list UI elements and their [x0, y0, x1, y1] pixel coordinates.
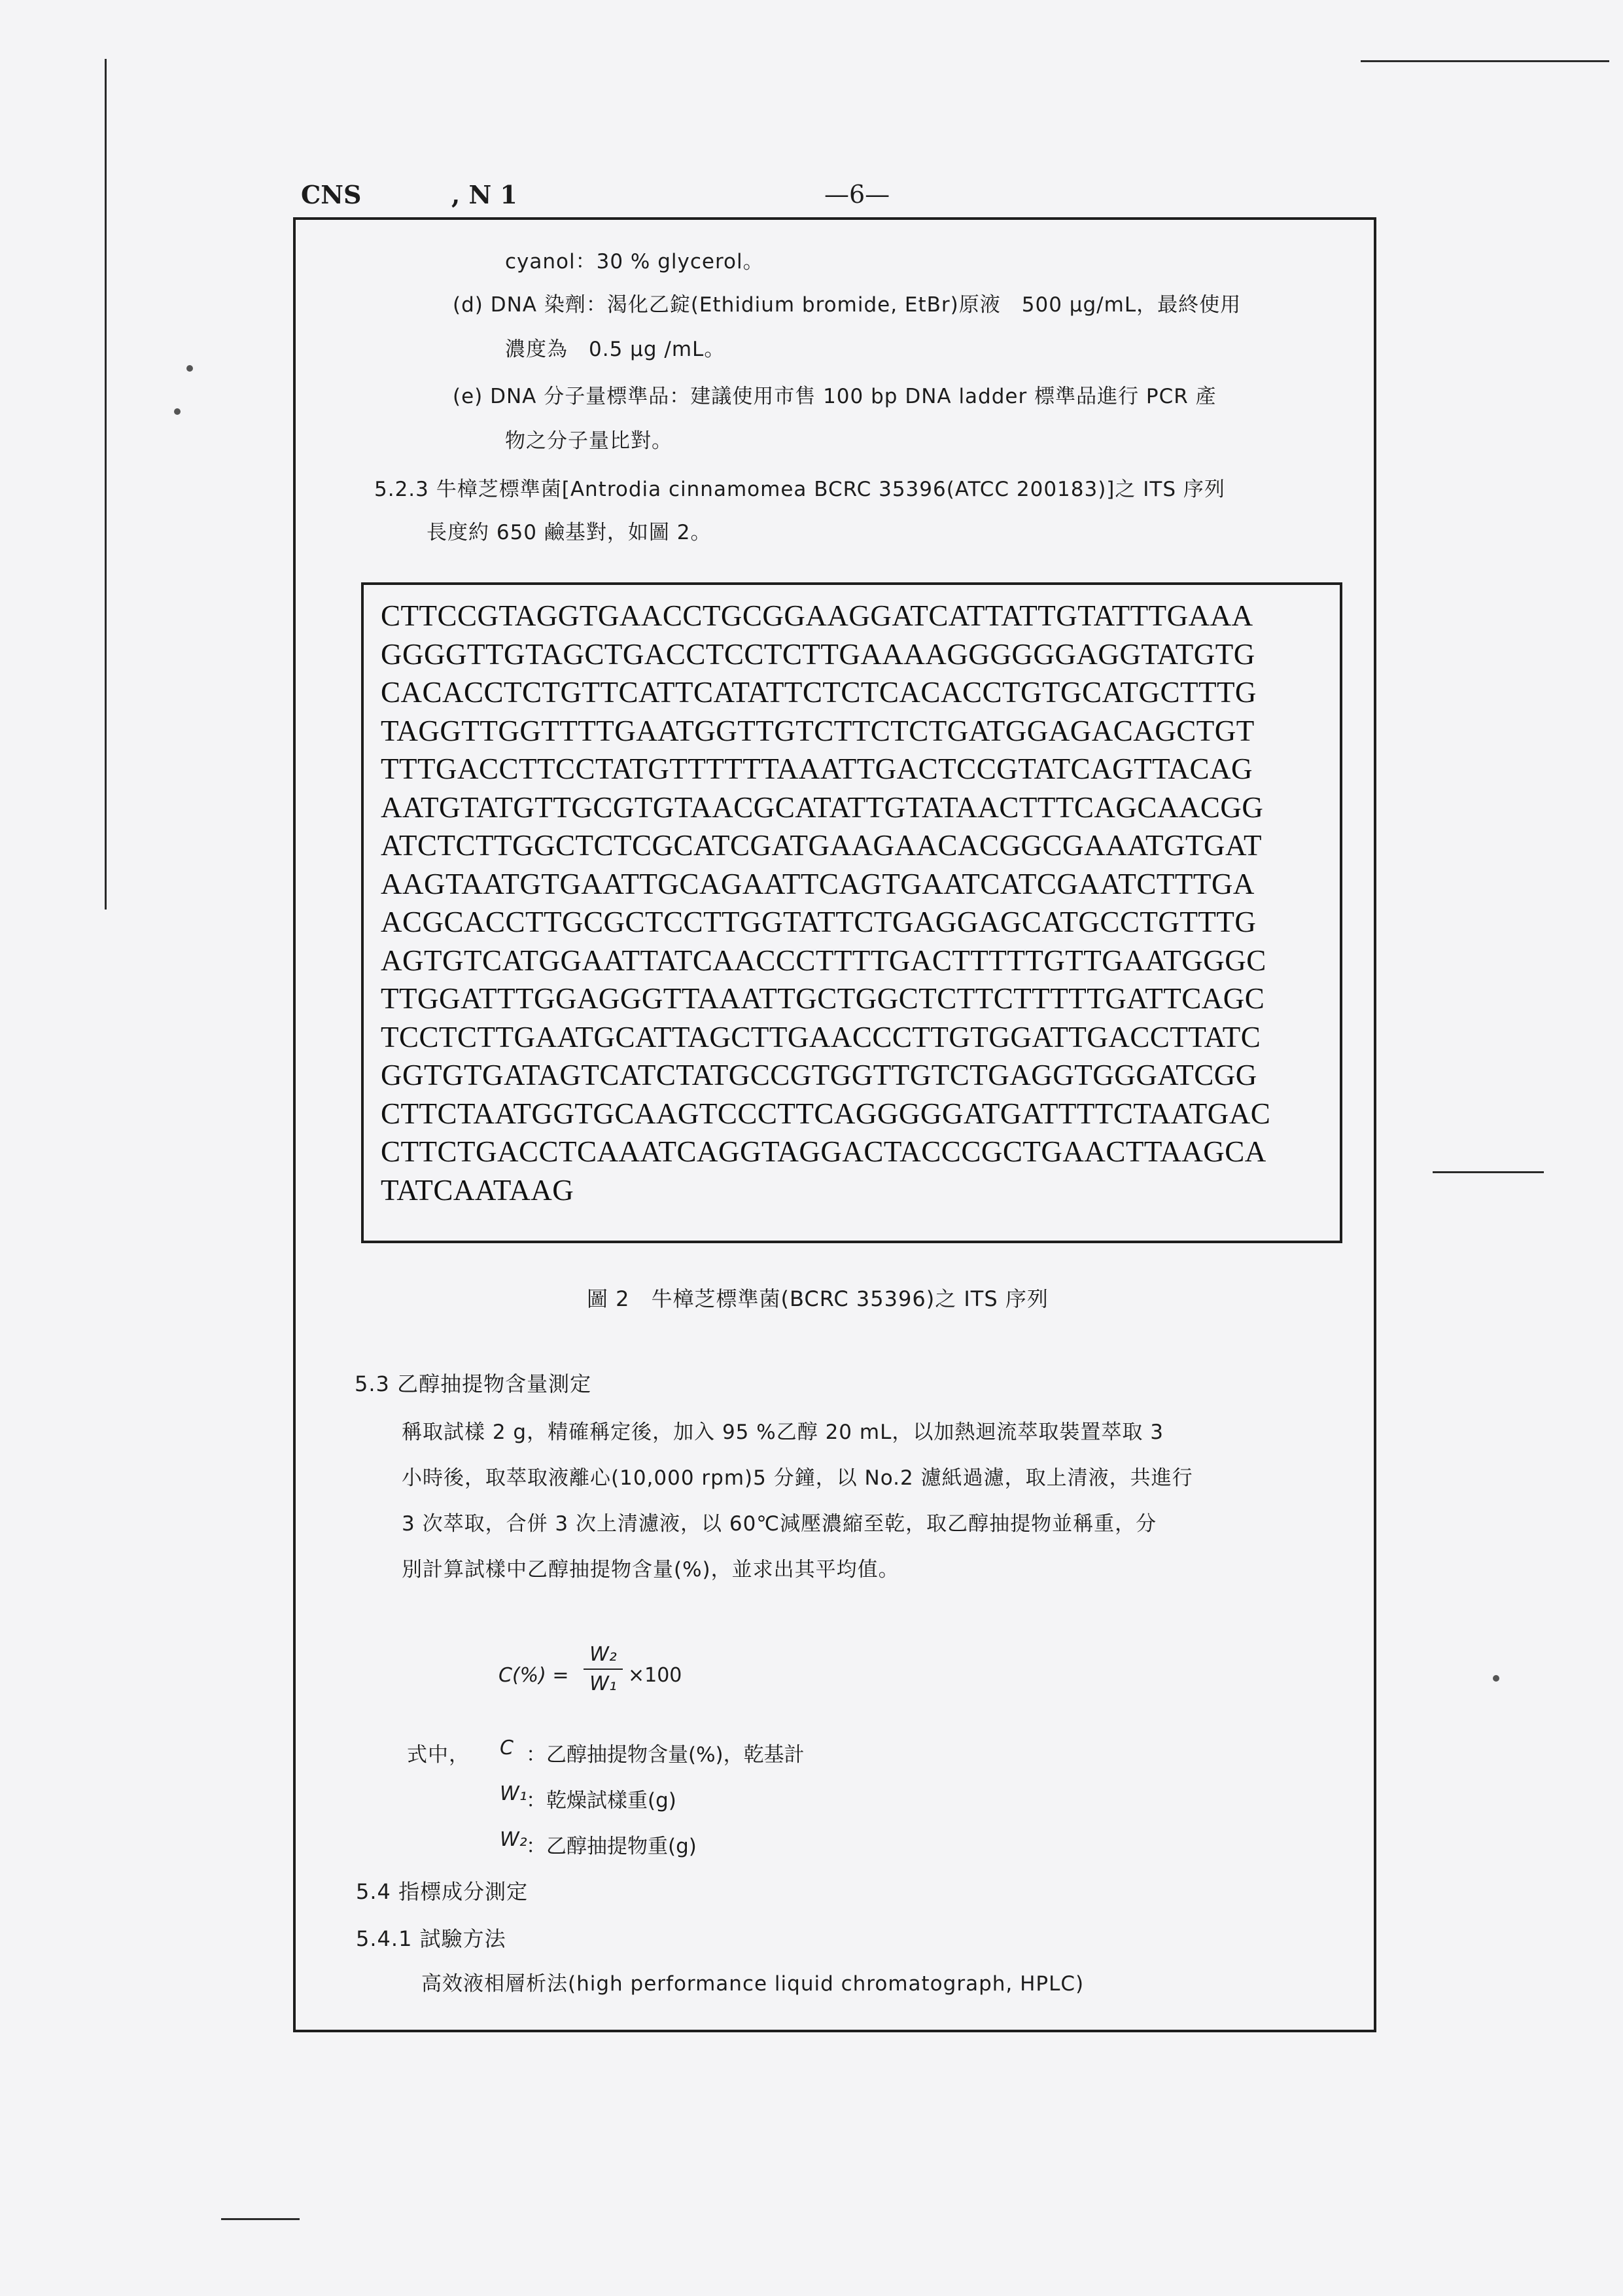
where-label: 式中， [407, 1743, 470, 1767]
scan-right-edge-line [1433, 1171, 1544, 1173]
section-5-3-heading: 5.3 乙醇抽提物含量測定 [355, 1371, 592, 1396]
reagent-d-line: 濃度為 0.5 μg /mL。 [505, 338, 725, 361]
scan-dot [186, 365, 193, 372]
formula-numerator: W₂ [589, 1643, 617, 1666]
variable-description: ：乙醇抽提物重(g) [526, 1835, 697, 1858]
test-method-text: 高效液相層析法(high performance liquid chromatograph, HPLC) [421, 1972, 1085, 1996]
section-5-4-1-heading: 5.4.1 試驗方法 [356, 1926, 506, 1951]
its-sequence-text: CTTCCGTAGGTGAACCTGCGGAAGGATCATTATTGTATTTGAAA GGGGTTGTAGCTGACCTCCTCTTGAAAAGGGGGGAGGTATGTG CACACCTCTGTTCATTCATATTCTCTCACACCTGTGCATGCTTTG TAGGTTGGTTTTGAATGGTTGTCTTCTCTGATGGAGACAGCTGT TTTGACCTTCCTATGTTTTTTAAATTGACTCCGTATCAGTTACAG AATGTATGTTGCGTGTAACGCATATTGTATAACTTTCAGCAACGG ATCTCTTGGCTCTCGCATCGATGAAGAACACGGCGAAATGTGAT AAGTAATGTGAATTGCAGAATTCAGTGAATCATCGAATCTTTGA ACGCACCTTGCGCTCCTTGGTATTCTGAGGAGCATGCCTGTTTG AGTGTCATGGAATTATCAACCCTTTTGACTTTTTGTTGAATGGGC TTGGATTTGGAGGGTTAAATTGCTGGCTCTTCTTTTTGATTCAGC TCCTCTTGAATGCATTAGCTTGAACCCTTGTGGATTGACCTTATC GGTGTGATAGTCATCTATGCCGTGGTTGTCTGAGGTGGGATCGG CTTCTAATGGTGCAAGTCCCTTCAGGGGGATGATTTTCTAATGAC CTTCTGACCTCAAATCAGGTAGGACTACCCGCTGAACTTAAGCA TATCAATAAG [381, 599, 1271, 1207]
paragraph-line: 小時後，取萃取液離心(10,000 rpm)5 分鐘，以 No.2 濾紙過濾，取上清液，共進行 [402, 1466, 1193, 1490]
variable-symbol: W₂ [500, 1828, 527, 1851]
paragraph-line: 別計算試樣中乙醇抽提物含量(%)，並求出其平均值。 [402, 1558, 899, 1581]
reagent-d-line: (d) DNA 染劑：渴化乙錠(Ethidium bromide, EtBr)原液 500 μg/mL，最終使用 [453, 293, 1242, 317]
section-5-4-heading: 5.4 指標成分測定 [356, 1879, 529, 1904]
formula-lhs: C(%) = [498, 1664, 569, 1687]
variable-symbol: W₁ [500, 1782, 527, 1805]
scan-left-edge-line [105, 59, 107, 910]
scan-top-dash [1361, 60, 1609, 62]
fraction-bar [584, 1669, 623, 1670]
standard-code: , N 1 [451, 180, 517, 209]
paragraph-line: 稱取試樣 2 g，精確稱定後，加入 95 %乙醇 20 mL，以加熱迴流萃取裝置萃取 3 [402, 1421, 1164, 1444]
variable-description: ：乾燥試樣重(g) [526, 1789, 676, 1812]
figure-caption: 圖 2 牛樟芝標準菌(BCRC 35396)之 ITS 序列 [587, 1286, 1049, 1311]
variable-description: ：乙醇抽提物含量(%)，乾基計 [526, 1743, 805, 1767]
reagent-e-line: 物之分子量比對。 [505, 429, 672, 453]
paragraph-line: 3 次萃取，合併 3 次上清濾液，以 60℃減壓濃縮至乾，取乙醇抽提物並稱重，分 [402, 1512, 1157, 1536]
scan-bottom-dash [221, 2218, 300, 2220]
section-5-2-3-text: 長度約 650 鹼基對，如圖 2。 [427, 521, 712, 544]
scan-dot [174, 408, 181, 415]
section-5-2-3-heading: 5.2.3 牛樟芝標準菌[Antrodia cinnamomea BCRC 35396(ATCC 200183)]之 ITS 序列 [374, 478, 1225, 501]
formula-multiplier: ×100 [628, 1664, 682, 1687]
its-sequence-box [361, 582, 1342, 1243]
formula-fraction [584, 1643, 623, 1695]
scan-dot [1493, 1675, 1499, 1682]
reagent-c-continued: cyanol：30 % glycerol。 [505, 250, 764, 274]
content-formula [498, 1643, 760, 1715]
page-header [301, 180, 1374, 219]
standard-label: CNS [301, 180, 362, 209]
formula-denominator: W₁ [589, 1672, 617, 1695]
page-number: —6— [824, 180, 890, 209]
variable-symbol: C [500, 1737, 514, 1759]
page-frame [293, 217, 1376, 2032]
reagent-e-line: (e) DNA 分子量標準品：建議使用市售 100 bp DNA ladder 標準品進行 PCR 產 [453, 385, 1217, 408]
